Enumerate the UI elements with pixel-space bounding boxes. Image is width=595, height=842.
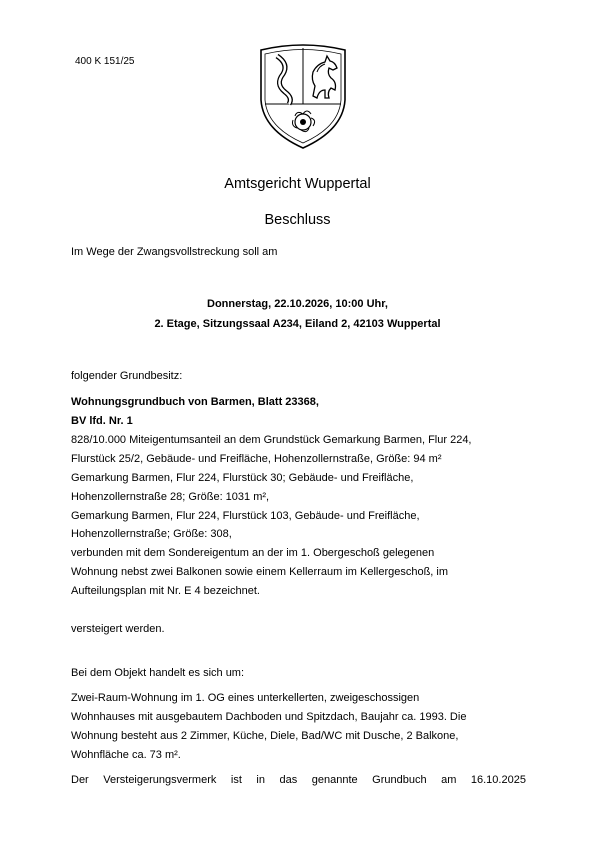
objekt-line: Wohnhauses mit ausgebautem Dachboden und Spitzdach, Baujahr ca. 1993. Die xyxy=(71,711,467,723)
grundbuch-line: verbunden mit dem Sondereigentum an der im 1. Obergeschoß gelegenen xyxy=(71,547,435,559)
word: genannte xyxy=(311,774,358,786)
termin-date: Donnerstag, 22.10.2026, 10:00 Uhr, xyxy=(207,298,388,310)
grundbuch-bv: BV lfd. Nr. 1 xyxy=(71,415,133,427)
grundbuch-line: Hohenzollernstraße 28; Größe: 1031 m², xyxy=(71,491,270,503)
objekt-line: Wohnfläche ca. 73 m². xyxy=(71,749,181,761)
document-title: Beschluss xyxy=(264,212,331,228)
word: das xyxy=(279,774,298,786)
aktenzeichen: 400 K 151/25 xyxy=(75,56,135,67)
grundbuch-line: Gemarkung Barmen, Flur 224, Flurstück 30; Gebäude- und Freifläche, xyxy=(71,472,414,484)
objekt-label: Bei dem Objekt handelt es sich um: xyxy=(71,667,245,679)
court-name: Amtsgericht Wuppertal xyxy=(224,176,371,192)
versteigerungsvermerk-line xyxy=(71,771,526,790)
word: Grundbuch xyxy=(372,774,427,786)
grundbuch-heading: Wohnungsgrundbuch von Barmen, Blatt 23368, xyxy=(71,396,319,408)
versteigert-text: versteigert werden. xyxy=(71,623,165,635)
objekt-line: Wohnung besteht aus 2 Zimmer, Küche, Diele, Bad/WC mit Dusche, 2 Balkone, xyxy=(71,730,459,742)
grundbuch-line: Gemarkung Barmen, Flur 224, Flurstück 103, Gebäude- und Freifläche, xyxy=(71,510,420,522)
coat-of-arms-icon xyxy=(255,42,351,152)
word: ist xyxy=(230,774,242,786)
word: Versteigerungsvermerk xyxy=(103,774,217,786)
grundbuch-line: Hohenzollernstraße; Größe: 308, xyxy=(71,528,232,540)
word: 16.10.2025 xyxy=(470,774,526,786)
word: Der xyxy=(71,774,89,786)
grundbuch-line: Wohnung nebst zwei Balkonen sowie einem Kellerraum im Kellergeschoß, im xyxy=(71,566,449,578)
objekt-line: Zwei-Raum-Wohnung im 1. OG eines unterkellerten, zweigeschossigen xyxy=(71,692,420,704)
grundbesitz-label: folgender Grundbesitz: xyxy=(71,370,183,382)
grundbuch-line: Aufteilungsplan mit Nr. E 4 bezeichnet. xyxy=(71,585,260,597)
termin-location: 2. Etage, Sitzungssaal A234, Eiland 2, 42103 Wuppertal xyxy=(154,318,441,330)
grundbuch-line: 828/10.000 Miteigentumsanteil an dem Grundstück Gemarkung Barmen, Flur 224, xyxy=(71,434,472,446)
word: am xyxy=(441,774,457,786)
word: in xyxy=(256,774,265,786)
intro-text: Im Wege der Zwangsvollstreckung soll am xyxy=(71,246,278,258)
grundbuch-line: Flurstück 25/2, Gebäude- und Freifläche, Hohenzollernstraße, Größe: 94 m² xyxy=(71,453,442,465)
